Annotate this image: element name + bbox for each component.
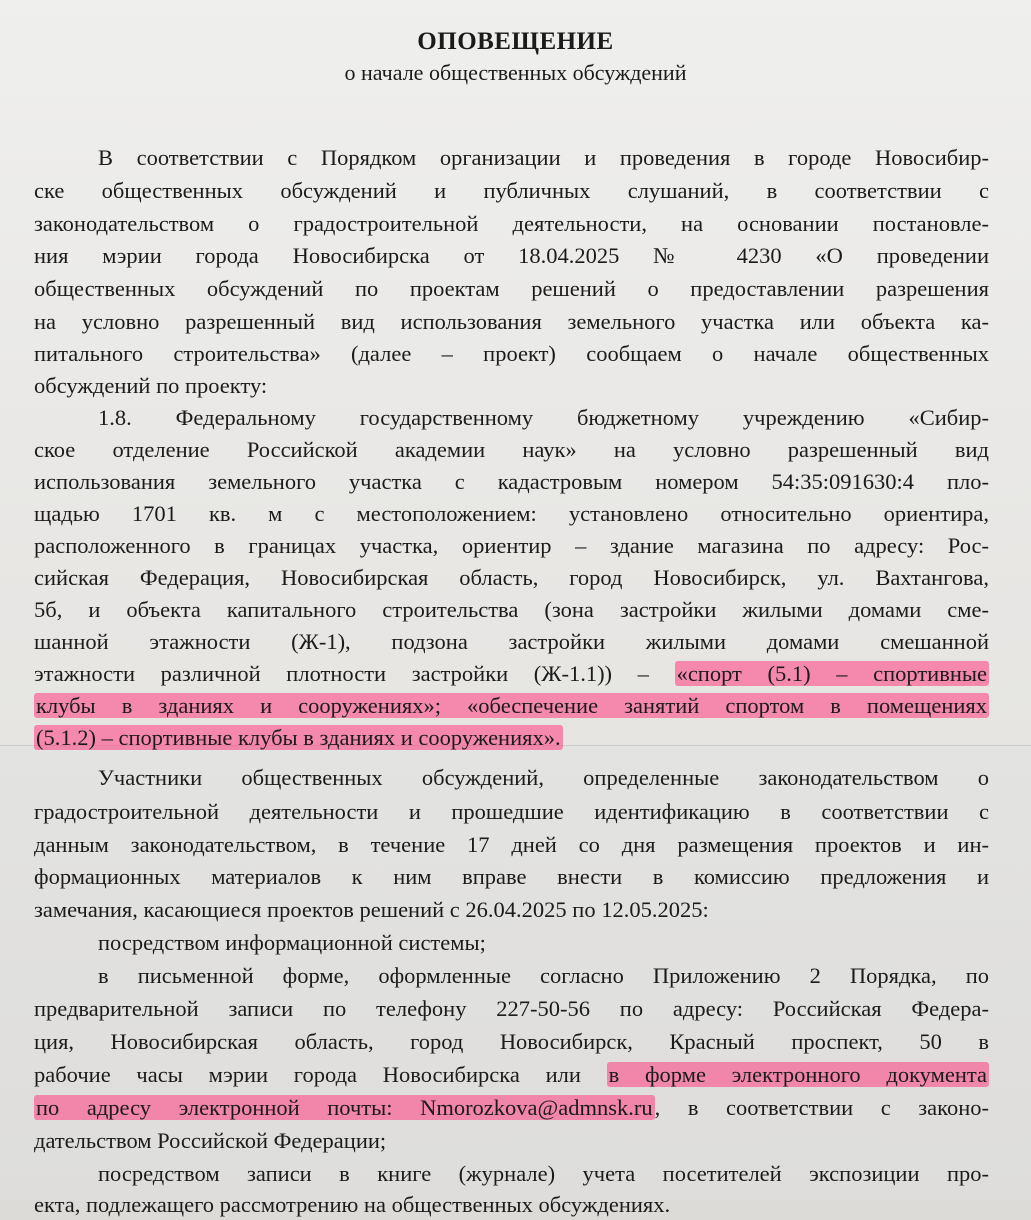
text-line: питального строительства» (далее – проект) сообщаем о начале общественных [34, 341, 989, 366]
highlighted-text: (5.1.2) – спортивные клубы в зданиях и сооружениях». [36, 725, 561, 750]
text-line: общественных обсуждений по проектам решений о предоставлении разрешения [34, 276, 989, 301]
text-line: предварительной записи по телефону 227-50-56 по адресу: Российская Федера- [34, 996, 989, 1021]
text-line: данным законодательством, в течение 17 дней со дня размещения проектов и ин- [34, 832, 989, 857]
text-line: законодательством о градостроительной деятельности, на основании постановле- [34, 211, 989, 236]
text-line-highlight-start [34, 1060, 989, 1090]
notice-title: ОПОВЕЩЕНИЕ [417, 28, 614, 55]
text-line: в письменной форме, оформленные согласно Приложению 2 Порядка, по [98, 963, 989, 988]
highlighted-text: «спорт (5.1) – спортивные [676, 661, 987, 686]
text-line: обсуждений по проекту: [34, 373, 268, 398]
text-fragment: , в соответствии с законо- [654, 1095, 989, 1120]
text-line: ске общественных обсуждений и публичных слушаний, в соответствии с [34, 178, 989, 203]
text-line-highlight-end [34, 723, 989, 753]
highlighted-text: клубы в зданиях и сооружениях»; «обеспечение занятий спортом в помещениях [36, 693, 987, 718]
text-line: ния мэрии города Новосибирска от 18.04.2025 № 4230 «О проведении [34, 243, 989, 268]
text-line: дательством Российской Федерации; [34, 1128, 387, 1153]
text-line: на условно разрешенный вид использования земельного участка или объекта ка- [34, 309, 989, 334]
text-line: щадью 1701 кв. м с местоположением: установлено относительно ориентира, [34, 501, 989, 526]
text-line: 1.8. Федеральному государственному бюджетному учреждению «Сибир- [98, 405, 989, 430]
highlighted-text: в форме электронного документа [608, 1062, 987, 1087]
text-line: посредством записи в книге (журнале) учета посетителей экспозиции про- [98, 1161, 989, 1186]
highlighted-email: по адресу электронной почты: Nmorozkova@admnsk.ru [36, 1095, 653, 1120]
notice-subtitle: о начале общественных обсуждений [344, 60, 687, 85]
text-line: ция, Новосибирская область, город Новосибирск, Красный проспект, 50 в [34, 1029, 989, 1054]
text-line: сийская Федерация, Новосибирская область, город Новосибирск, ул. Вахтангова, [34, 565, 989, 590]
text-line: Участники общественных обсуждений, определенные законодательством о [98, 765, 989, 790]
text-line: формационных материалов к ним вправе внести в комиссию предложения и [34, 864, 989, 889]
text-line: В соответствии с Порядком организации и проведения в городе Новосибир- [98, 145, 989, 170]
text-line: градостроительной деятельности и прошедшие идентификацию в соответствии с [34, 799, 989, 824]
text-line-highlighted [34, 691, 989, 721]
text-line: ское отделение Российской академии наук» на условно разрешенный вид [34, 437, 989, 462]
text-line: 5б, и объекта капитального строительства (зона застройки жилыми домами сме- [34, 597, 989, 622]
text-line: использования земельного участка с кадастровым номером 54:35:091630:4 пло- [34, 469, 989, 494]
text-line: шанной этажности (Ж-1), подзона застройки жилыми домами смешанной [34, 629, 989, 654]
text-fragment: этажности различной плотности застройки (Ж-1.1)) – [34, 661, 675, 686]
text-line: екта, подлежащего рассмотрению на общественных обсуждениях. [34, 1192, 671, 1217]
text-line-highlight-end [34, 1093, 989, 1123]
text-line: посредством информационной системы; [98, 930, 486, 955]
text-line-highlight-start [34, 659, 989, 689]
text-line: замечания, касающиеся проектов решений с 26.04.2025 по 12.05.2025: [34, 897, 709, 922]
text-line: расположенного в границах участка, ориентир – здание магазина по адресу: Рос- [34, 533, 989, 558]
text-fragment: рабочие часы мэрии города Новосибирска или [34, 1062, 607, 1087]
